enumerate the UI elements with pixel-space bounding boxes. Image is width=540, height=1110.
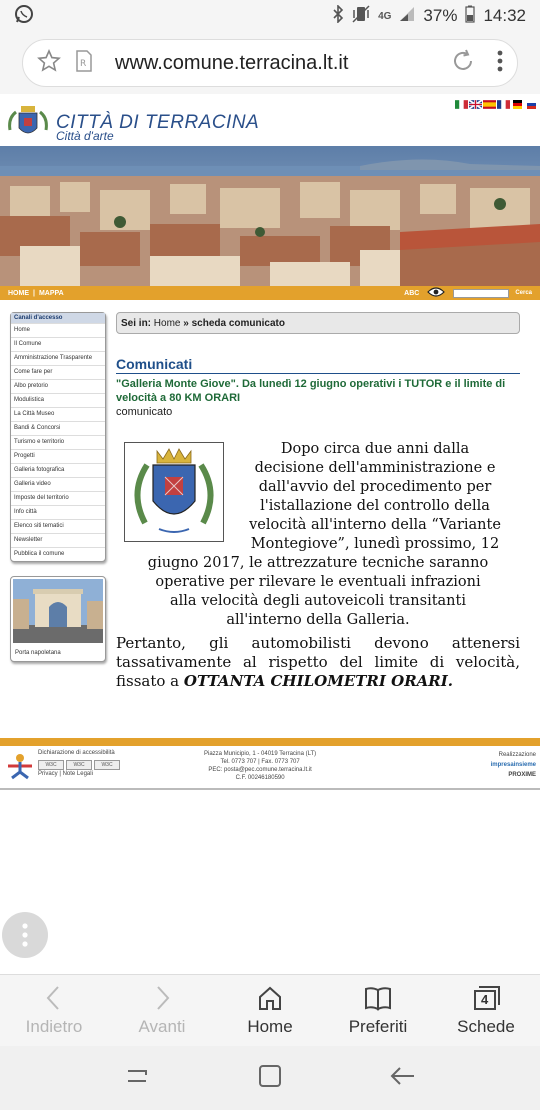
- back-arrow-icon[interactable]: [390, 1065, 416, 1091]
- footer-credits: Realizzazione: [498, 752, 536, 758]
- back-button[interactable]: Indietro: [0, 975, 108, 1046]
- proxime-link[interactable]: PROXIME: [508, 772, 536, 778]
- sidebar-item-pubblica[interactable]: Pubblica il comune: [11, 547, 105, 561]
- chevron-right-icon: [150, 985, 174, 1011]
- vibrate-icon: [352, 5, 370, 28]
- tabs-count: 4: [481, 992, 489, 1007]
- sidebar-item-siti-tematici[interactable]: Elenco siti tematici: [11, 519, 105, 533]
- accessibility-logo-icon: [4, 752, 36, 782]
- bluetooth-icon: [332, 5, 344, 28]
- svg-text:R: R: [80, 59, 87, 69]
- url-text[interactable]: www.comune.terracina.lt.it: [115, 51, 349, 74]
- sidebar-item-home[interactable]: Home: [11, 323, 105, 337]
- sidebar-item-albo-pretorio[interactable]: Albo pretorio: [11, 379, 105, 393]
- floating-menu-button[interactable]: [2, 912, 48, 958]
- whatsapp-icon: [14, 4, 34, 28]
- browser-toolbar: [0, 32, 540, 94]
- site-title[interactable]: CITTÀ DI TERRACINA: [56, 112, 260, 133]
- article-crest-image: [124, 442, 224, 542]
- recent-apps-icon[interactable]: [124, 1065, 150, 1091]
- address-bar[interactable]: [22, 39, 518, 87]
- article-type: comunicato: [116, 406, 173, 418]
- status-bar: [0, 0, 540, 32]
- accessibility-statement-link[interactable]: Dichiarazione di accessibilità: [38, 750, 115, 756]
- reload-icon[interactable]: [451, 49, 475, 77]
- language-flags: [455, 100, 538, 109]
- breadcrumb-home-link[interactable]: Home: [153, 317, 181, 329]
- sidebar: [10, 312, 106, 662]
- privacy-link[interactable]: Privacy | Note Legali: [38, 771, 93, 777]
- porta-napoletana-image[interactable]: [13, 579, 103, 643]
- porta-napoletana-label[interactable]: Porta napoletana: [15, 650, 61, 656]
- w3c-css-badge-icon[interactable]: W3C: [66, 760, 92, 770]
- clock: 14:32: [483, 6, 526, 25]
- sidebar-title: Canali d'accesso: [11, 313, 105, 323]
- site-subtitle: Città d'arte: [56, 129, 114, 143]
- footer-phone: Tel. 0773 707 | Fax. 0773 707: [220, 759, 300, 765]
- flag-spanish-icon[interactable]: [483, 100, 496, 109]
- article-paragraph-1: Dopo circa due anni dalla decisione dell'amministrazione e dall'avvio del procedimento per l'istallazione del controllo della velocità all'interno della “Variante Montegiove”, lunedì prossimo, 12 giugno 2017, le attrezzature tecniche saranno operative per rilevare le eventuali infrazioni alla velocità degli autoveicoli transitanti all'interno della Galleria.: [147, 441, 501, 628]
- flag-german-icon[interactable]: [511, 100, 524, 109]
- w3c-xhtml-badge-icon[interactable]: W3C: [38, 760, 64, 770]
- footer-vat: C.F. 00246180590: [235, 775, 285, 781]
- home-square-icon[interactable]: [258, 1064, 282, 1092]
- text-size-abc[interactable]: ABC: [404, 289, 420, 297]
- sidebar-item-progetti[interactable]: Progetti: [11, 449, 105, 463]
- forward-button[interactable]: Avanti: [108, 975, 216, 1046]
- network-type: 4G: [378, 10, 392, 22]
- home-button[interactable]: Home: [216, 975, 324, 1046]
- bookmarks-button[interactable]: Preferiti: [324, 975, 432, 1046]
- battery-percent: 37%: [423, 6, 458, 25]
- city-panorama-banner: [0, 146, 540, 286]
- tabs-button[interactable]: 4 Schede: [432, 975, 540, 1046]
- bookmark-star-icon[interactable]: [37, 49, 61, 77]
- flag-english-icon[interactable]: [469, 100, 482, 109]
- book-icon: [364, 985, 392, 1011]
- sidebar-item-modulistica[interactable]: Modulistica: [11, 393, 105, 407]
- web-page: [0, 94, 540, 794]
- article-body: [116, 432, 520, 691]
- search-button[interactable]: Cerca: [515, 290, 532, 296]
- terracina-crest-icon[interactable]: [6, 104, 50, 142]
- sidebar-item-amministrazione-trasparente[interactable]: Amministrazione Trasparente: [11, 351, 105, 365]
- sidebar-item-citta-museo[interactable]: La Città Museo: [11, 407, 105, 421]
- footer-address: Piazza Municipio, 1 - 04019 Terracina (LT): [204, 751, 317, 757]
- browser-bottom-nav: [0, 974, 540, 1046]
- article-paragraph-2: Pertanto, gli automobilisti devono attenersi tassativamente al rispetto del limite di velocità, fissato a OTTANTA CHILOMETRI ORARI.: [116, 634, 520, 690]
- chevron-left-icon: [42, 985, 66, 1011]
- site-search-input[interactable]: [453, 289, 509, 298]
- sidebar-item-bandi-concorsi[interactable]: Bandi & Concorsi: [11, 421, 105, 435]
- w3c-wai-badge-icon[interactable]: W3C: [94, 760, 120, 770]
- flag-italian-icon[interactable]: [455, 100, 468, 109]
- breadcrumb: Sei in: Home » scheda comunicato: [116, 312, 520, 334]
- flag-french-icon[interactable]: [497, 100, 510, 109]
- high-contrast-eye-icon[interactable]: [427, 287, 445, 299]
- reader-mode-icon[interactable]: [75, 50, 93, 76]
- sidebar-item-turismo[interactable]: Turismo e territorio: [11, 435, 105, 449]
- nav-mappa-link[interactable]: MAPPA: [38, 289, 64, 297]
- sidebar-item-info-citta[interactable]: Info città: [11, 505, 105, 519]
- top-nav-strip: HOME | MAPPA ABC Cerca: [0, 286, 540, 300]
- section-title: Comunicati: [116, 356, 520, 374]
- battery-icon: [465, 5, 475, 28]
- breadcrumb-current: scheda comunicato: [191, 317, 285, 329]
- footer-divider: [0, 738, 540, 746]
- tabs-icon: [472, 985, 500, 1011]
- sidebar-item-come-fare-per[interactable]: Come fare per: [11, 365, 105, 379]
- nav-home-link[interactable]: HOME: [8, 289, 29, 297]
- flag-russian-icon[interactable]: [525, 100, 538, 109]
- system-nav-bar: [0, 1046, 540, 1110]
- more-menu-icon[interactable]: [497, 50, 503, 76]
- site-footer: [0, 746, 540, 790]
- porta-napoletana-card[interactable]: [10, 576, 106, 662]
- sidebar-item-galleria-video[interactable]: Galleria video: [11, 477, 105, 491]
- sidebar-item-imposte[interactable]: Imposte del territorio: [11, 491, 105, 505]
- site-header: [0, 94, 540, 146]
- sidebar-menu: [10, 312, 106, 562]
- home-icon: [257, 985, 283, 1011]
- article-title: "Galleria Monte Giove". Da lunedì 12 giugno operativi i TUTOR e il limite di velocità a 80 KM ORARI: [116, 378, 506, 404]
- main-content: [116, 312, 520, 691]
- impresainsieme-link[interactable]: impresainsieme: [490, 762, 536, 768]
- sidebar-item-newsletter[interactable]: Newsletter: [11, 533, 105, 547]
- footer-pec[interactable]: PEC: posta@pec.comune.terracina.lt.it: [208, 767, 312, 773]
- signal-icon: [399, 6, 415, 27]
- speed-limit-text: OTTANTA CHILOMETRI ORARI.: [183, 672, 453, 690]
- sidebar-item-galleria-fotografica[interactable]: Galleria fotografica: [11, 463, 105, 477]
- sidebar-item-il-comune[interactable]: Il Comune: [11, 337, 105, 351]
